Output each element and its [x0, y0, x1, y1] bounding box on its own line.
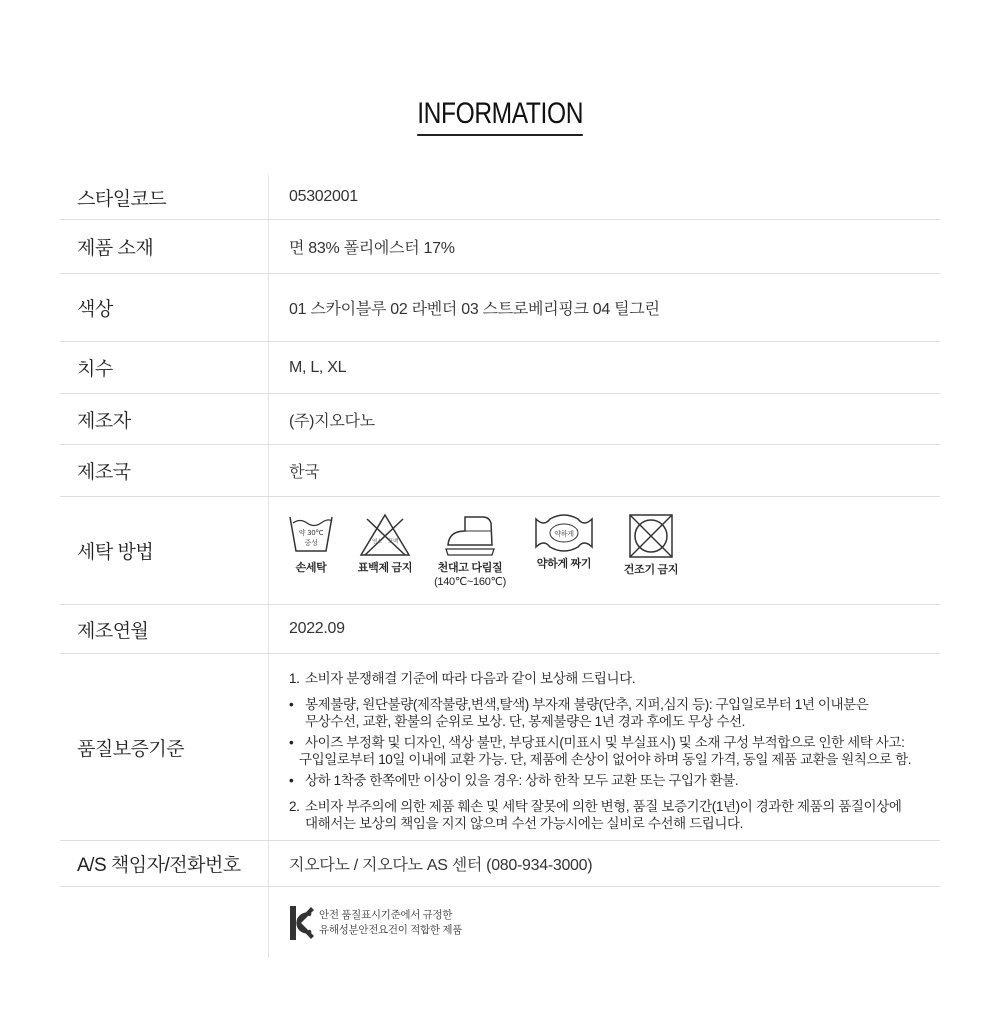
row-kc — [60, 887, 940, 958]
quality-text — [289, 670, 940, 832]
quality-line — [289, 696, 940, 713]
quality-line — [289, 670, 940, 687]
care-symbols — [289, 513, 686, 589]
list-mark: • — [289, 773, 294, 788]
care-caption: 표백제 금지 — [357, 561, 413, 574]
row-label: 색상 — [77, 299, 113, 320]
list-mark: • — [289, 735, 294, 750]
care-item-hand-wash — [280, 513, 342, 575]
row-label: A/S 책임자/전화번호 — [77, 855, 241, 876]
quality-line — [289, 798, 940, 815]
kc-text — [319, 908, 462, 938]
row-value: (주)지오다노 — [289, 412, 375, 430]
row-value: 면 83% 폴리에스터 17% — [289, 240, 455, 257]
care-caption-temp: (140℃~160℃) — [434, 575, 506, 588]
iron-with-cloth-icon — [445, 513, 495, 557]
symbol-text: 약하게 — [554, 529, 574, 538]
row-quality — [60, 654, 940, 841]
quality-line-text: 사이즈 부정확 및 디자인, 색상 불만, 부당표시(미표시 및 부실표시) 및 소재 구성 부적합으로 인한 세탁 사고: — [305, 735, 905, 750]
quality-line — [289, 772, 940, 789]
row-label: 스타일코드 — [77, 188, 167, 210]
row-value: 2022.09 — [289, 620, 345, 637]
row-label: 제품 소재 — [77, 238, 154, 259]
hand-wash-icon — [287, 513, 335, 557]
list-mark: • — [289, 697, 294, 712]
care-caption: 약하게 짜기 — [536, 557, 592, 570]
row-date — [60, 605, 940, 654]
title-wrap — [0, 96, 1000, 136]
row-value: 한국 — [289, 464, 320, 481]
kc-certification — [289, 905, 462, 941]
row-material — [60, 220, 940, 274]
row-label: 치수 — [77, 359, 113, 380]
care-item-no-bleach — [346, 513, 424, 575]
no-tumble-dry-icon — [628, 513, 674, 559]
list-mark — [289, 815, 305, 832]
quality-line-text: 대해서는 보상의 책임을 지지 않으며 수선 가능시에는 실비로 수선해 드립니다. — [305, 816, 744, 831]
kc-mark-icon — [289, 905, 315, 941]
row-value: 05302001 — [289, 188, 358, 205]
symbol-text: 염소 — [371, 538, 383, 545]
quality-line-text: 소비자 분쟁해결 기준에 따라 다음과 같이 보상해 드립니다. — [305, 671, 636, 686]
symbol-text: 표백 — [387, 538, 399, 545]
quality-line-text: 봉제불량, 원단불량(제작불량,변색,탈색) 부자재 불량(단추, 지퍼,심지 등): 구입일로부터 1년 이내분은 — [305, 697, 869, 712]
list-mark: 2. — [289, 799, 300, 814]
row-label: 제조자 — [77, 410, 131, 432]
row-washing — [60, 497, 940, 605]
quality-line — [289, 713, 940, 730]
row-country — [60, 445, 940, 497]
row-value: 지오다노 / 지오다노 AS 센터 (080-934-3000) — [289, 857, 593, 874]
quality-line-text: 무상수선, 교환, 환불의 순위로 보상. 단, 봉제불량은 1년 경과 후에도 무상 수선. — [305, 714, 745, 729]
care-caption: 천대고 다림질 — [437, 561, 503, 574]
row-label: 제조국 — [77, 462, 131, 483]
quality-line — [289, 751, 940, 768]
row-color — [60, 274, 940, 342]
row-as — [60, 841, 940, 887]
care-item-gentle-wring — [524, 513, 604, 571]
quality-line-text: 소비자 부주의에 의한 제품 훼손 및 세탁 잘못에 의한 변형, 품질 보증기간(1년)이 경과한 제품의 품질이상에 — [305, 799, 902, 814]
care-caption: 손세탁 — [295, 561, 327, 574]
symbol-text: 중성 — [304, 538, 318, 547]
quality-line — [289, 734, 940, 751]
care-item-iron — [428, 513, 512, 589]
no-bleach-icon — [359, 513, 411, 557]
list-mark — [289, 751, 299, 768]
row-size — [60, 342, 940, 394]
row-value — [289, 497, 940, 604]
list-mark — [289, 713, 305, 730]
list-mark: 1. — [289, 671, 300, 686]
gentle-wring-icon — [534, 513, 594, 553]
row-label: 제조연월 — [77, 620, 149, 642]
symbol-text: 약 30°C — [298, 528, 324, 537]
kc-text-line: 안전 품질표시기준에서 규정한 — [319, 909, 453, 921]
care-item-no-tumble-dry — [616, 513, 686, 577]
row-maker — [60, 394, 940, 445]
row-value: M, L, XL — [289, 358, 347, 376]
quality-line-text: 상하 1착중 한쪽에만 이상이 있을 경우: 상하 한착 모두 교환 또는 구입가 환불. — [305, 773, 739, 788]
row-value: 01 스카이블루 02 라벤더 03 스트로베리핑크 04 틸그린 — [289, 301, 660, 318]
kc-text-line: 유해성분안전요건이 적합한 제품 — [319, 924, 463, 936]
row-label: 품질보증기준 — [77, 738, 185, 760]
quality-line — [289, 815, 940, 832]
quality-line-text: 구입일로부터 10일 이내에 교환 가능. 단, 제품에 손상이 없어야 하며 동일 가격, 동일 제품 교환을 원칙으로 함. — [299, 752, 912, 767]
info-table — [60, 175, 940, 958]
row-style-code — [60, 175, 940, 220]
care-caption: 건조기 금지 — [623, 563, 679, 576]
page-title: INFORMATION — [417, 96, 583, 136]
row-label: 세탁 방법 — [77, 542, 154, 563]
